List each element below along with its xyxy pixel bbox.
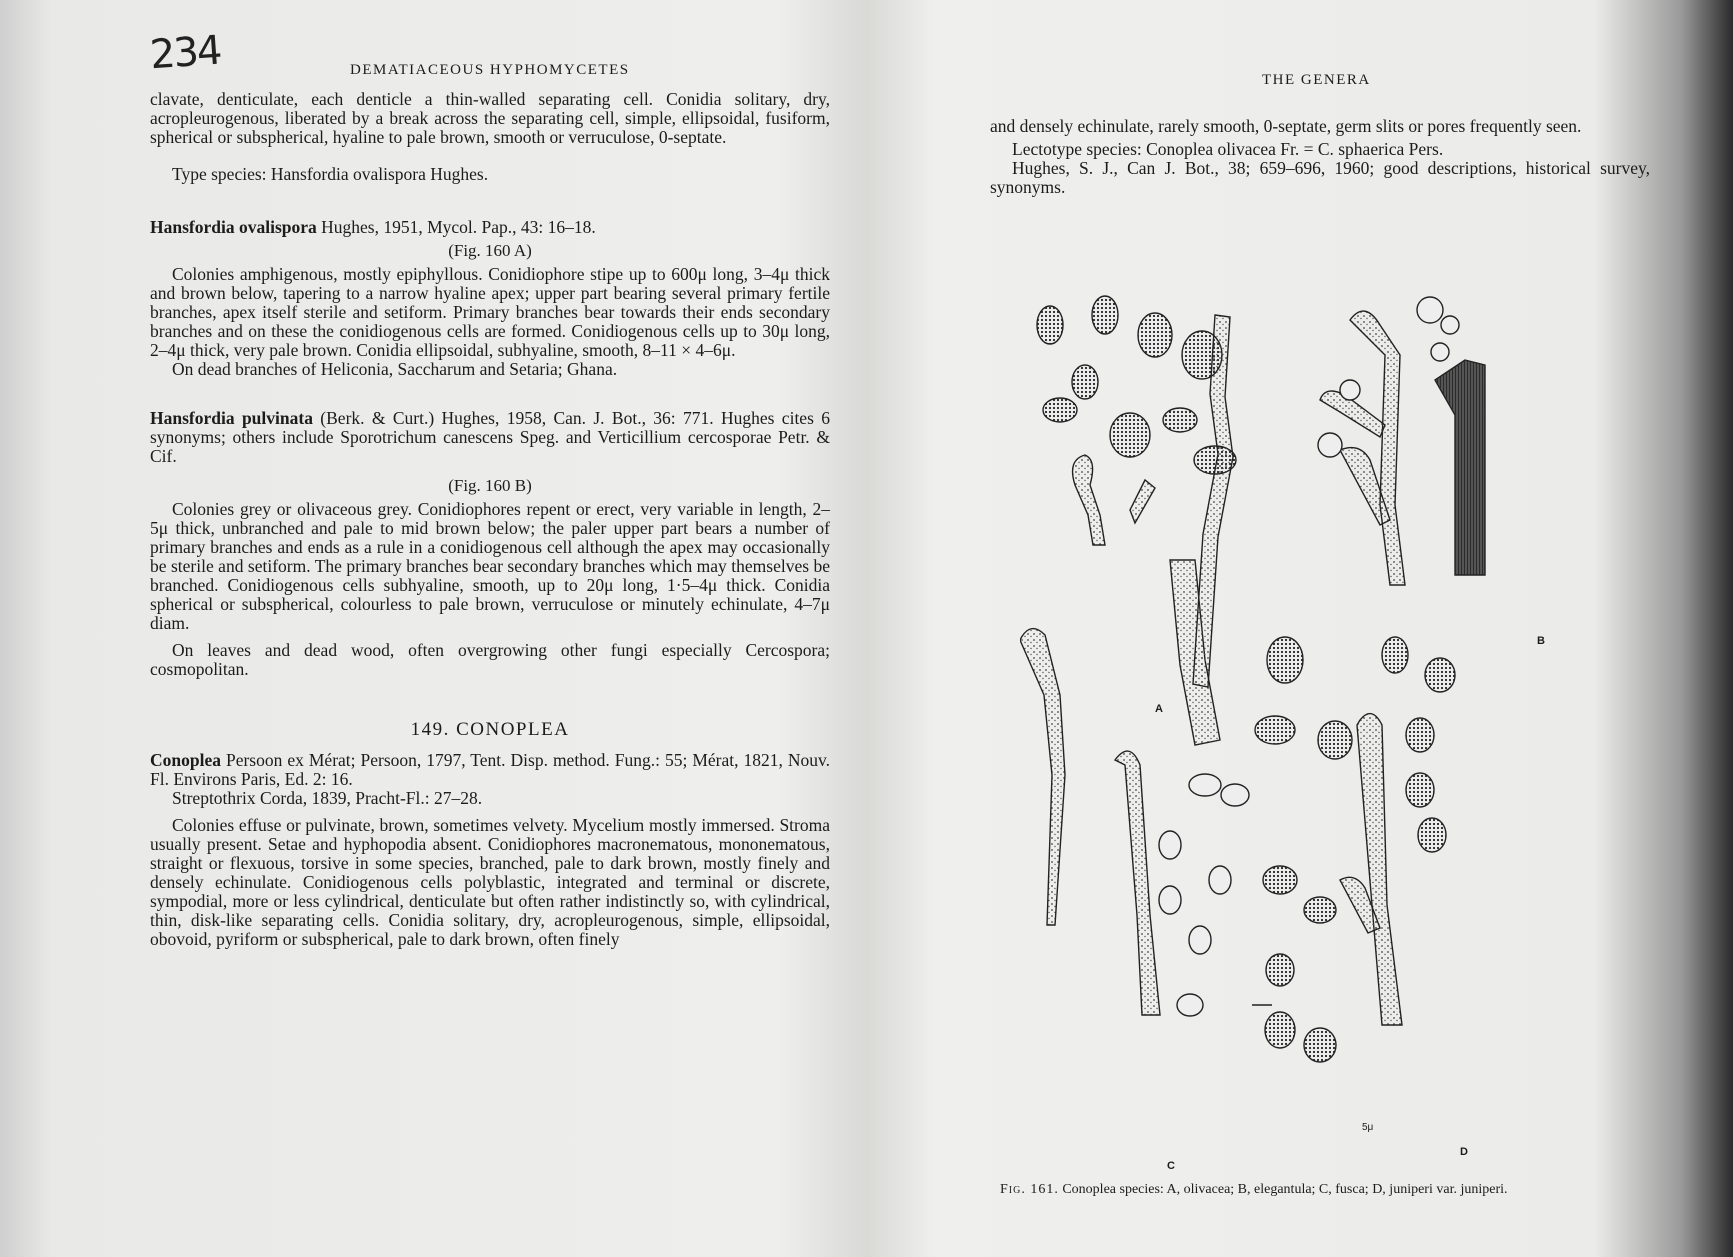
type-species: Type species: Hansfordia ovalispora Hughes. [172, 164, 489, 184]
species-description: Colonies amphigenous, mostly epiphyllous. Conidiophore stipe up to 600μ long, 3–4μ thick and brown below, tapering to a narrow hyaline apex; upper part bearing several primary fertile branches, apex itself sterile and setiform. Primary branches bear towards their ends secondary branches and on these the conidiogenous cells are formed. Conidiogenous cells up to 30μ long, 2–4μ thick, very pale brown. Conidia ellipsoidal, subhyaline, smooth, 8–11 × 4–6μ. [150, 264, 830, 360]
dark-stipe [1435, 360, 1485, 575]
conidium-a [1037, 306, 1063, 344]
species-citation: Hughes, 1951, Mycol. Pap., 43: 16–18. [316, 217, 596, 237]
panel-label-a: A [1155, 703, 1163, 715]
figure-caption [1000, 1182, 1660, 1198]
figure-reference: (Fig. 160 B) [448, 476, 532, 495]
figure-reference: (Fig. 160 A) [448, 241, 532, 260]
genus-citation-entry [150, 751, 830, 789]
right-running-head: THE GENERA [1262, 72, 1371, 88]
left-running-head: DEMATIACEOUS HYPHOMYCETES [350, 62, 630, 78]
genus-description-continued: clavate, denticulate, each denticle a thin-walled separating cell. Conidia solitary, dry, acropleurogenous, liberated by a break across the separating cell, simple, ellipsoidal, fusiform, spherical or subspherical, hyaline to pale brown, smooth or verruculose, 0-septate. [150, 89, 830, 147]
genus-citation: Persoon ex Mérat; Persoon, 1797, Tent. Disp. method. Fung.: 55; Mérat, 1821, Nouv. Fl. Environs Paris, Ed. 2: 16. [150, 750, 830, 789]
species-name: Hansfordia pulvinata [150, 408, 313, 428]
genus-description: Colonies effuse or pulvinate, brown, sometimes velvety. Mycelium mostly immersed. Stroma usually present. Setae and hyphopodia absent. Conidiophores macronematous, mononematous, straight or flexuous, torsive in some species, branched, pale to dark brown, mostly finely and densely echinulate. Conidiogenous cells polyblastic, integrated and terminal or discrete, sympodial, more or less cylindrical, denticulate but often rather indistinctly so, with cylindrical, thin, disk-like separating cells. Conidia solitary, dry, acropleurogenous, simple, ellipsoidal, obovoid, pyriform or subspherical, pale to dark brown, often finely [150, 815, 830, 949]
panel-label-d: D [1460, 1146, 1468, 1158]
panel-label-b: B [1537, 635, 1545, 647]
caption-text: Conoplea species: A, olivacea; B, elegantula; C, fusca; D, juniperi var. juniperi. [1058, 1182, 1508, 1197]
caption-label: Fig. 161. [1000, 1182, 1059, 1197]
species-hosts: On leaves and dead wood, often overgrowing other fungi especially Cercospora; cosmopolitan. [150, 640, 830, 679]
species-citation: (Berk. & Curt.) Hughes, 1958, Can. J. Bot., 36: 771. Hughes cites 6 synonyms; others include Sporotrichum canescens Speg. and Verticillium cercosporae Petr. & Cif. [150, 408, 830, 466]
lectotype-species: Lectotype species: Conoplea olivacea Fr. = C. sphaerica Pers. [1012, 139, 1444, 159]
scale-bar-label: 5μ [1362, 1122, 1374, 1133]
species-description: Colonies grey or olivaceous grey. Conidiophores repent or erect, very variable in length, 2–5μ thick, unbranched and pale to mid brown below; the paler upper part bears a number of primary branches and ends as a rule in a conidiogenous cell although the apex may occasionally be sterile and setiform. The primary branches bear secondary branches which may themselves be branched. Conidiogenous cells subhyaline, smooth, up to 20μ long, 1·5–4μ thick. Conidia spherical or subspherical, colourless to pale brown, verruculose or minutely echinulate, 4–7μ diam. [150, 499, 830, 633]
species-entry-pulvinata [150, 409, 830, 466]
figure-161-illustration [1020, 290, 1650, 1170]
species-hosts: On dead branches of Heliconia, Saccharum and Setaria; Ghana. [172, 359, 618, 379]
synonym: Streptothrix Corda, 1839, Pracht-Fl.: 27–28. [172, 788, 483, 808]
reference: Hughes, S. J., Can J. Bot., 38; 659–696, 1960; good descriptions, historical survey, synonyms. [990, 158, 1650, 197]
genus-name: Conoplea [150, 750, 221, 770]
species-name: Hansfordia ovalispora [150, 217, 317, 237]
genus-description-end: and densely echinulate, rarely smooth, 0-septate, germ slits or pores frequently seen. [990, 116, 1582, 136]
left-page [150, 40, 830, 949]
species-entry-ovalispora [150, 218, 830, 237]
genus-heading: 149. CONOPLEA [410, 719, 570, 740]
right-page [990, 60, 1650, 197]
handwritten-page-number: 234 [148, 27, 222, 79]
panel-label-c: C [1167, 1160, 1175, 1172]
